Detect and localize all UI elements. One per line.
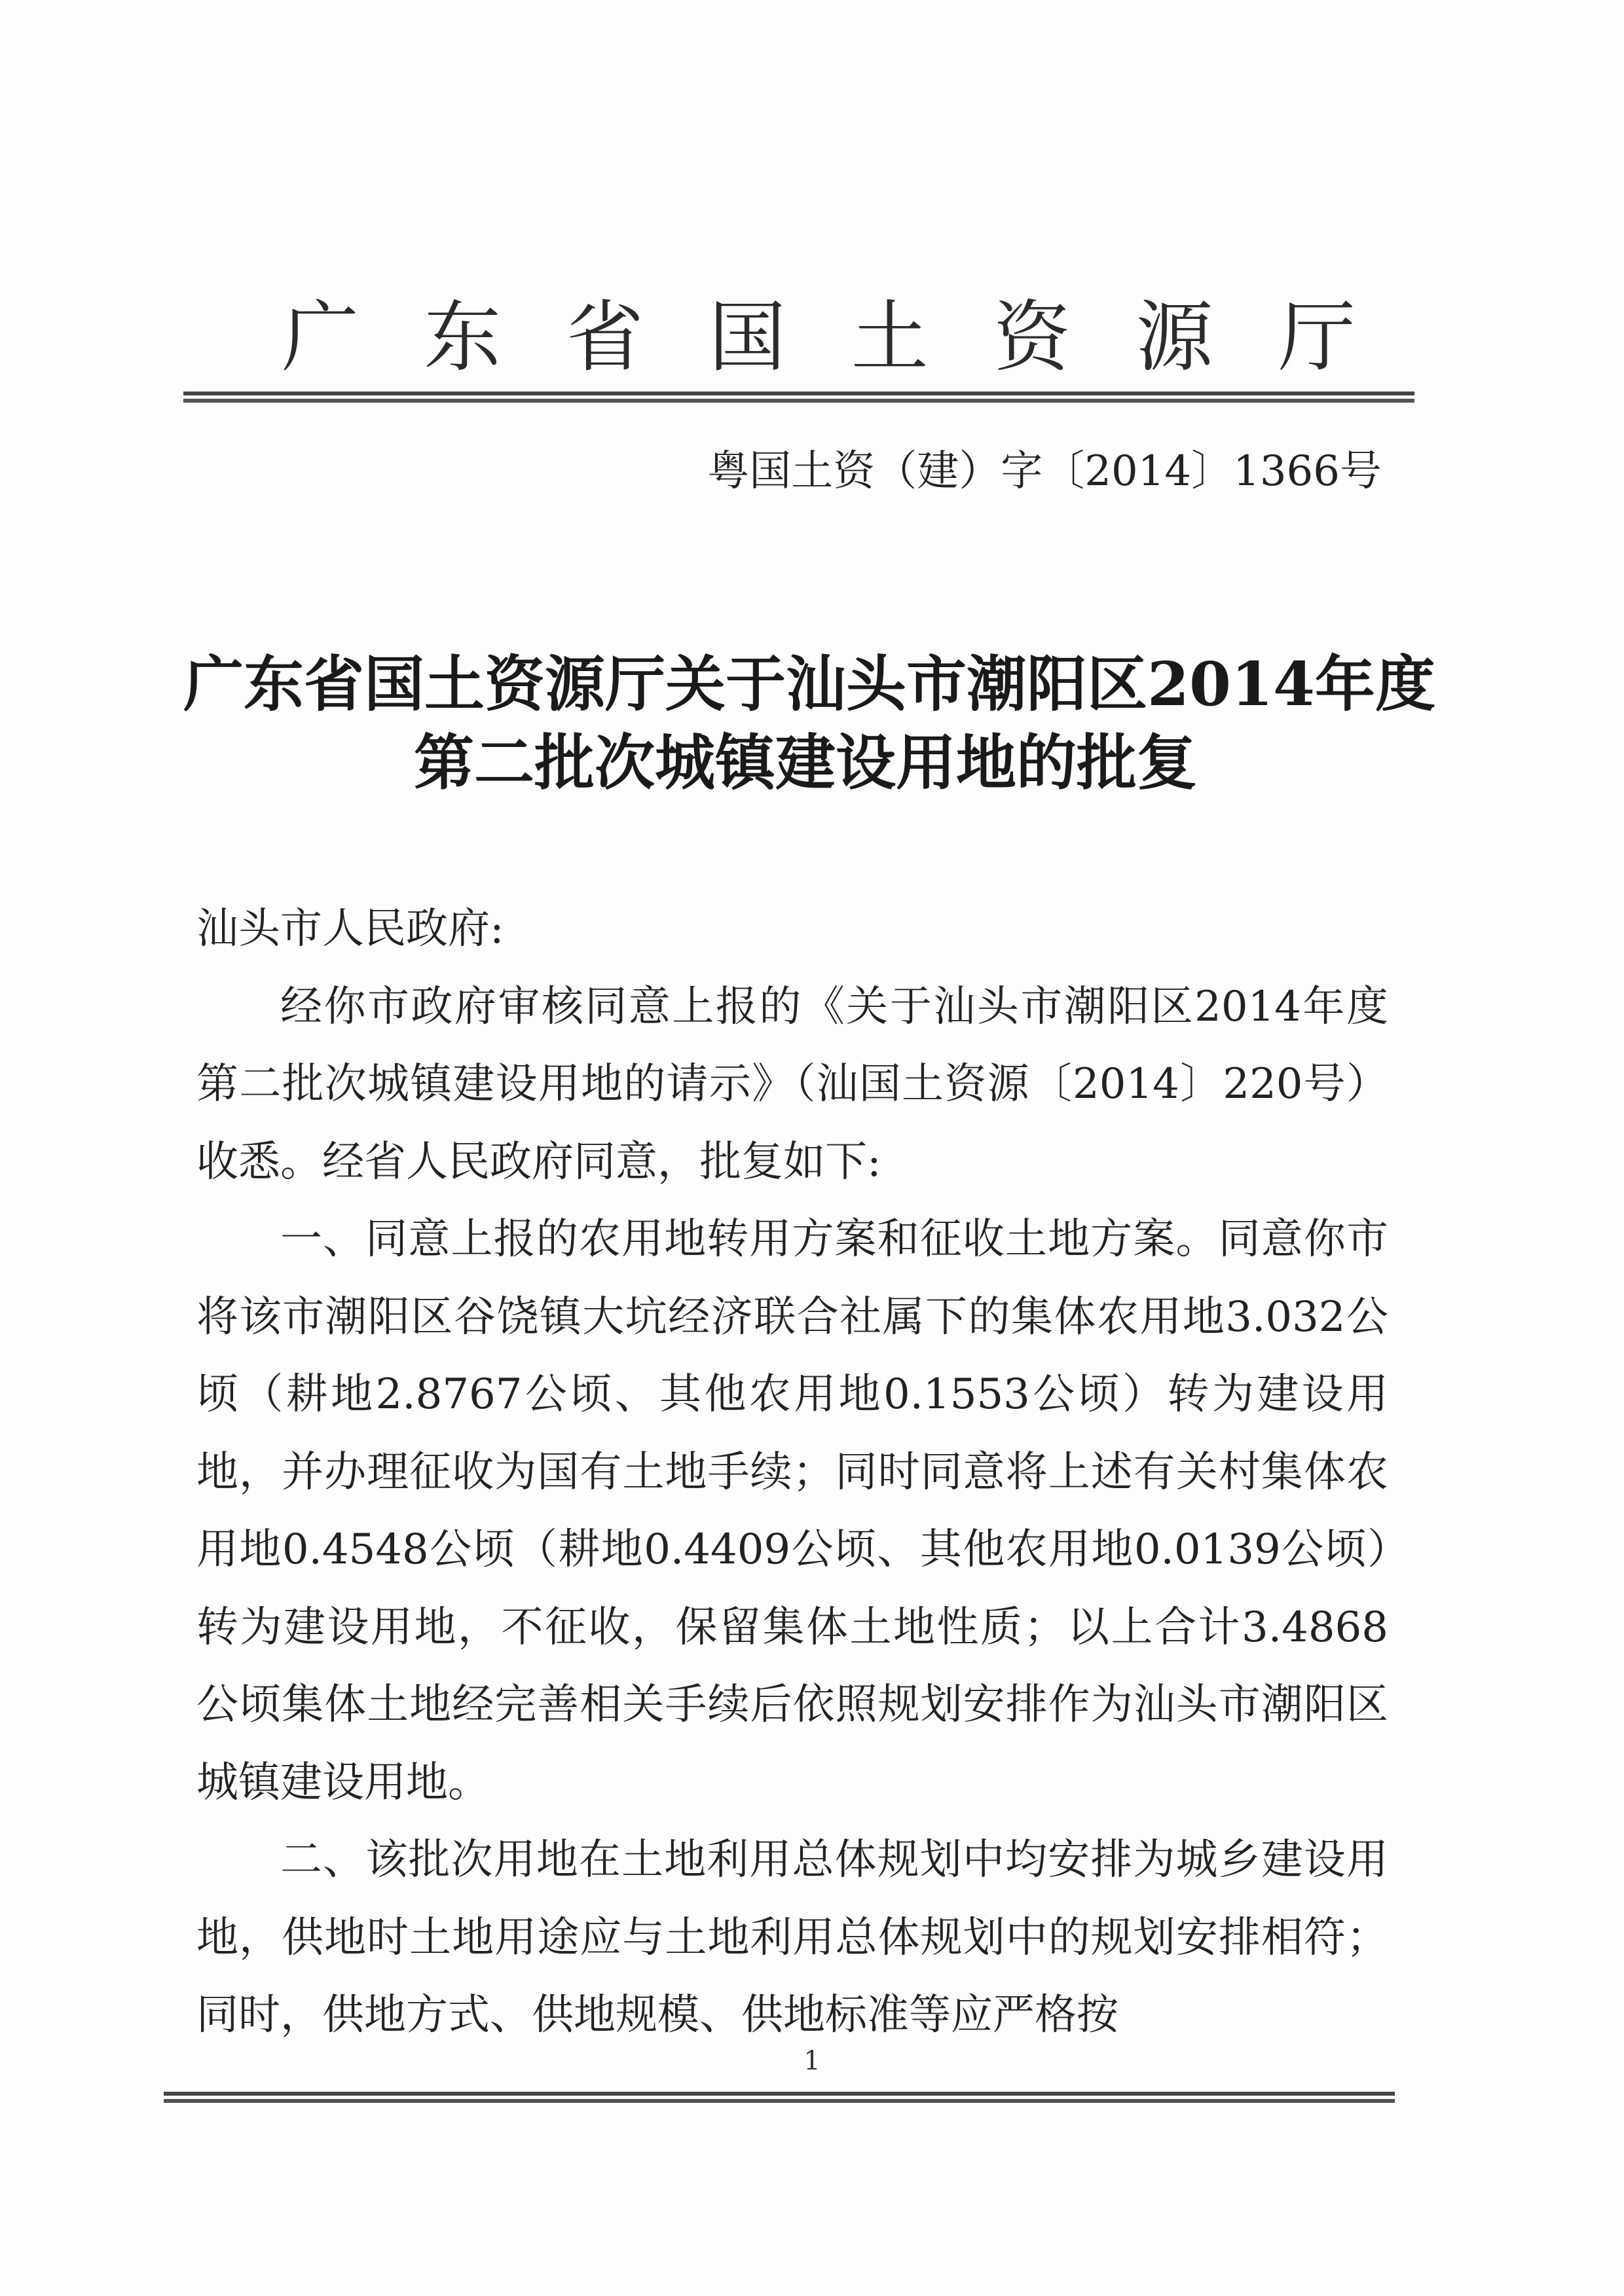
agency-char: 省 — [566, 292, 644, 382]
title-line-1: 广东省国土资源厅关于汕头市潮阳区2014年度 — [183, 649, 1436, 720]
agency-char: 资 — [993, 292, 1071, 382]
page-number: 1 — [803, 2046, 821, 2076]
agency-char: 广 — [282, 292, 360, 382]
body-paragraph: 一、同意上报的农用地转用方案和征收土地方案。同意你市将该市潮阳区谷饶镇大坑经济联合社属下的集体农用地3.032公顷（耕地2.8767公顷、其他农用地0.1553公顷）转为建设用地，并办理征收为国有土地手续；同时同意将上述有关村集体农用地0.4548公顷（耕地0.4409公顷、其他农用地0.0139公顷）转为建设用地，不征收，保留集体土地性质；以上合计3.4868公顷集体土地经完善相关手续后依照规划安排作为汕头市潮阳区城镇建设用地。 — [196, 1215, 1388, 1807]
body-paragraph: 二、该批次用地在土地利用总体规划中均安排为城乡建设用地，供地时土地用途应与土地利用总体规划中的规划安排相符；同时，供地方式、供地规模、供地标准等应严格按 — [196, 1836, 1388, 2039]
agency-char: 土 — [851, 292, 929, 382]
agency-char: 国 — [709, 292, 786, 382]
document-title — [183, 645, 1436, 802]
body-paragraph: 经你市政府审核同意上报的《关于汕头市潮阳区2014年度第二批次城镇建设用地的请示》（汕国土资源〔2014〕220号）收悉。经省人民政府同意，批复如下: — [196, 982, 1388, 1186]
agency-char: 东 — [424, 292, 502, 382]
footer-divider — [164, 2092, 1395, 2104]
title-line-2: 第二批次城镇建设用地的批复 — [413, 727, 1197, 798]
header-divider — [183, 392, 1414, 403]
salutation: 汕头市人民政府: — [196, 905, 504, 953]
agency-char: 源 — [1135, 292, 1213, 382]
agency-char: 厅 — [1278, 292, 1356, 382]
document-body — [196, 890, 1388, 2054]
document-number: 粤国土资（建）字〔2014〕1366号 — [707, 447, 1382, 496]
agency-header — [282, 275, 1356, 386]
